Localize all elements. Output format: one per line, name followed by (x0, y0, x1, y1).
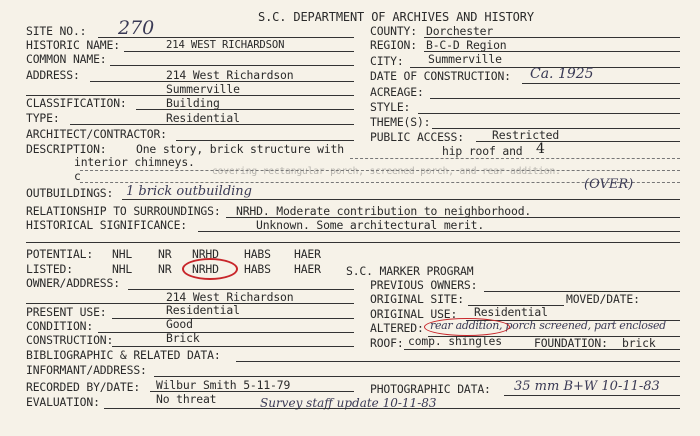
owner-value: 214 West Richardson (166, 290, 294, 304)
region-value: B-C-D Region (426, 38, 507, 52)
photographic-data-label: PHOTOGRAPHIC DATA: (370, 382, 491, 396)
listed-habs: HABS (244, 262, 271, 276)
original-use-label: ORIGINAL USE: (370, 307, 458, 321)
foundation-value: brick (622, 336, 656, 350)
informant-label: INFORMANT/ADDRESS: (26, 363, 147, 377)
owner-label: OWNER/ADDRESS: (26, 276, 120, 290)
recorded-by-value: Wilbur Smith 5-11-79 (156, 378, 291, 392)
present-use-value: Residential (166, 303, 240, 317)
outbuildings-value: 1 brick outbuilding (126, 184, 252, 199)
address-label: ADDRESS: (26, 68, 80, 82)
marker-program: S.C. MARKER PROGRAM (346, 264, 474, 278)
original-use-value: Residential (474, 305, 548, 319)
condition-label: CONDITION: (26, 319, 94, 333)
county-label: COUNTY: (370, 24, 417, 38)
altered-label: ALTERED: (370, 321, 424, 335)
architect-label: ARCHITECT/CONTRACTOR: (26, 127, 167, 141)
survey-update-note: Survey staff update 10-11-83 (260, 396, 437, 410)
present-use-label: PRESENT USE: (26, 305, 107, 319)
previous-owners-label: PREVIOUS OWNERS: (370, 278, 478, 292)
classification-label: CLASSIFICATION: (26, 96, 127, 110)
listed-nrhd: NRHD (192, 262, 219, 276)
style-label: STYLE: (370, 100, 411, 114)
listed-nhl: NHL (112, 262, 133, 276)
potential-habs: HABS (244, 247, 271, 261)
evaluation-label: EVALUATION: (26, 395, 100, 409)
type-label: TYPE: (26, 111, 60, 125)
county-value: Dorchester (426, 24, 494, 38)
agency-title: S.C. DEPARTMENT OF ARCHIVES AND HISTORY (258, 10, 534, 24)
potential-label: POTENTIAL: (26, 247, 94, 261)
evaluation-value: No threat (156, 392, 217, 406)
site-no-label: SITE NO.: (26, 24, 87, 38)
foundation-label: FOUNDATION: (534, 336, 608, 350)
faded-overlay-text: covering rectangular porch, screened porch, and rear addition. (212, 166, 561, 177)
potential-haer: HAER (294, 247, 321, 261)
relationship-value: NRHD. Moderate contribution to neighborhood. (236, 204, 532, 218)
nrhd-circle (182, 258, 238, 280)
address-line1: 214 West Richardson (166, 68, 294, 82)
potential-nhl: NHL (112, 247, 133, 261)
address-line2: Summerville (166, 82, 240, 96)
construction-value: Brick (166, 331, 200, 345)
survey-card: S.C. DEPARTMENT OF ARCHIVES AND HISTORY SITE NO.: 270 HISTORIC NAME: 214 WEST RICHARDSON COMMON NAME: ADDRESS: 214 West Richardson Summerville CLASSIFICATION: Building TYPE: Residential ARCHITECT/CONTRACTOR: DESCRIPTION: One story, brick structure with hip roof and 4 interior chimneys. c covering rectangular porch, screened porch, and rear addition. COUNTY: Dorchester REGION: B-C-D Region CITY: Summerville DATE OF CONSTRUCTION: Ca. 1925 ACREAGE: STYLE: THEME(S): PUBLIC ACCESS: Restricted (OVER) OUTBUILDINGS: 1 brick outbuilding RELATIONSHIP TO SURROUNDINGS: NRHD. Moderate contribution to neighborhood. HISTORICAL SIGNIFICANCE: Unknown. Some architectural merit. POTENTIAL: NHL NR NRHD HABS HAER LISTED: NHL NR NRHD HABS HAER S.C. MARKER PROGRAM OWNER/ADDRESS: 214 West Richardson PRESENT USE: Residential CONDITION: Good CONSTRUCTION: Brick PREVIOUS OWNERS: ORIGINAL SITE: MOVED/DATE: ORIGINAL USE: Residential ALTERED: rear addition, porch screened, part enclosed ROOF: comp. shingles FOUNDATION: brick BIBLIOGRAPHIC & RELATED DATA: INFORMANT/ADDRESS: RECORDED BY/DATE: Wilbur Smith 5-11-79 PHOTOGRAPHIC DATA: 35 mm B+W 10-11-83 EVALUATION: No threat Survey staff update 10-11-83 (0, 0, 700, 436)
over-note: (OVER) (584, 177, 634, 192)
public-access-value: Restricted (492, 128, 560, 142)
roof-label: ROOF: (370, 336, 404, 350)
historic-name-value: 214 WEST RICHARDSON (166, 39, 285, 51)
common-name-label: COMMON NAME: (26, 52, 107, 66)
themes-label: THEME(S): (370, 115, 431, 129)
recorded-by-label: RECORDED BY/DATE: (26, 380, 141, 394)
significance-label: HISTORICAL SIGNIFICANCE: (26, 218, 187, 232)
date-of-construction-label: DATE OF CONSTRUCTION: (370, 69, 511, 83)
description-line3-start: c (74, 169, 81, 183)
original-site-label: ORIGINAL SITE: (370, 292, 464, 306)
site-no-value: 270 (118, 17, 155, 39)
description-label: DESCRIPTION: (26, 142, 107, 156)
listed-label: LISTED: (26, 262, 73, 276)
outbuildings-label: OUTBUILDINGS: (26, 186, 114, 200)
moved-date-label: MOVED/DATE: (566, 292, 640, 306)
photographic-data-value: 35 mm B+W 10-11-83 (514, 379, 660, 394)
city-value: Summerville (428, 52, 502, 66)
acreage-label: ACREAGE: (370, 85, 424, 99)
roof-value: comp. shingles (408, 334, 502, 348)
type-value: Residential (166, 111, 240, 125)
significance-value: Unknown. Some architectural merit. (256, 218, 485, 232)
date-of-construction-value: Ca. 1925 (530, 66, 594, 82)
description-line2: interior chimneys. (74, 155, 195, 169)
potential-nr: NR (158, 247, 172, 261)
potential-nrhd: NRHD (192, 247, 219, 261)
relationship-label: RELATIONSHIP TO SURROUNDINGS: (26, 204, 221, 218)
public-access-label: PUBLIC ACCESS: (370, 130, 464, 144)
description-line1: One story, brick structure with (136, 142, 344, 156)
city-label: CITY: (370, 54, 404, 68)
altered-value: rear addition, porch screened, part enclosed (430, 319, 666, 332)
bibliographic-label: BIBLIOGRAPHIC & RELATED DATA: (26, 348, 221, 362)
construction-label: CONSTRUCTION: (26, 333, 114, 347)
classification-value: Building (166, 96, 220, 110)
region-label: REGION: (370, 38, 417, 52)
historic-name-label: HISTORIC NAME: (26, 38, 120, 52)
description-line1-end: hip roof and (442, 144, 523, 158)
condition-value: Good (166, 317, 193, 331)
listed-nr: NR (158, 262, 172, 276)
listed-haer: HAER (294, 262, 321, 276)
